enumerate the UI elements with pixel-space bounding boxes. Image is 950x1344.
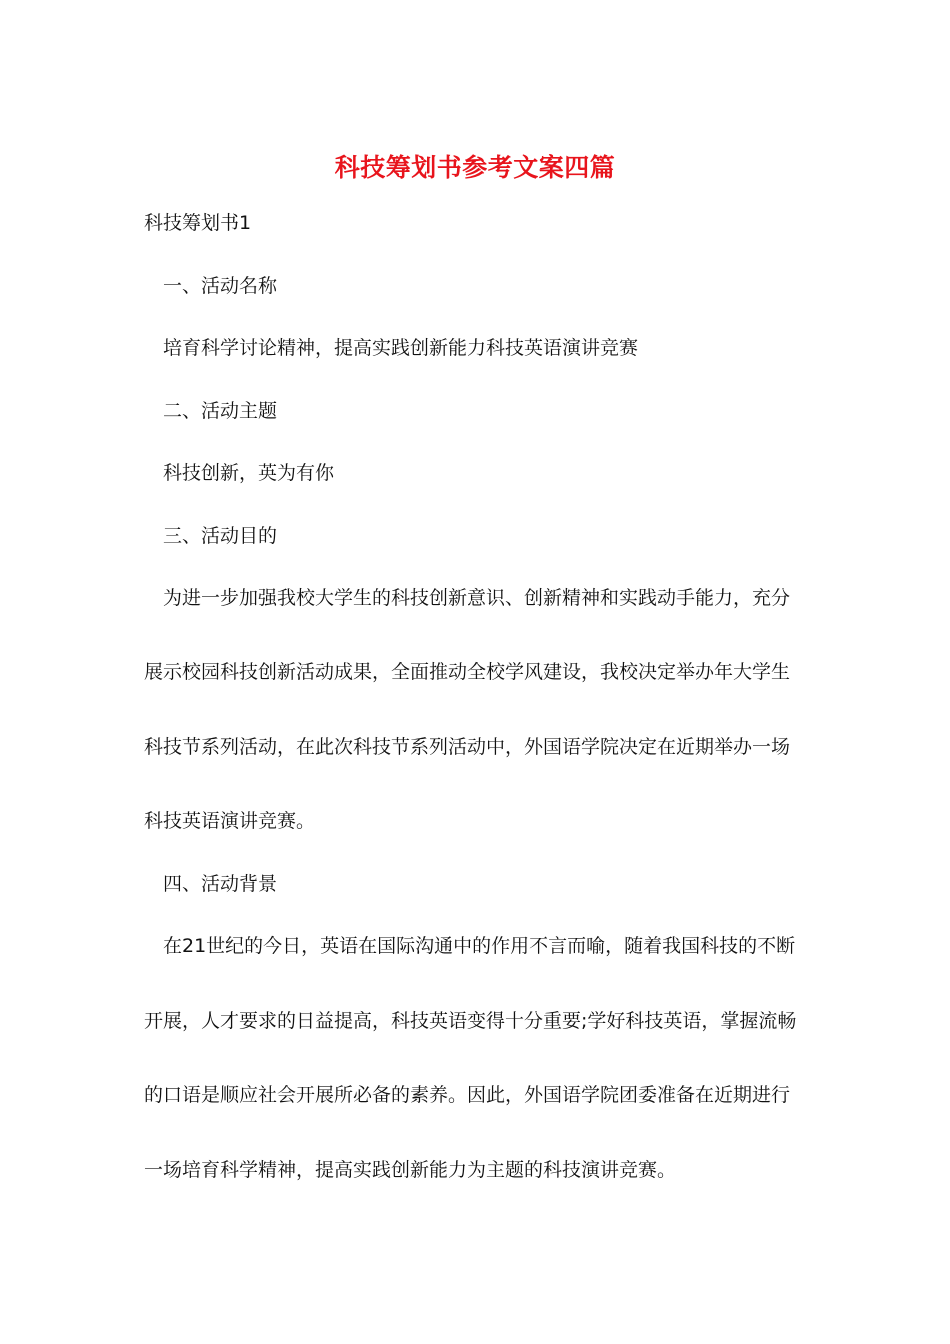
paragraph-background-line-4: 一场培育科学精神，提高实践创新能力为主题的科技演讲竞赛。: [144, 1159, 677, 1181]
paragraph-background-line-1: 在21世纪的今日，英语在国际沟通中的作用不言而喻，随着我国科技的不断: [163, 935, 796, 957]
heading-activity-purpose: 三、活动目的: [163, 525, 278, 547]
paragraph-background-line-2: 开展，人才要求的日益提高，科技英语变得十分重要;学好科技英语，掌握流畅: [144, 1010, 797, 1032]
paragraph-activity-theme: 科技创新，英为有你: [163, 462, 335, 484]
paragraph-background-line-3: 的口语是顺应社会开展所必备的素养。因此，外国语学院团委准备在近期进行: [144, 1084, 791, 1106]
paragraph-purpose-line-4: 科技英语演讲竞赛。: [144, 810, 316, 832]
paragraph-purpose-line-3: 科技节系列活动，在此次科技节系列活动中，外国语学院决定在近期举办一场: [144, 736, 791, 758]
paragraph-activity-name: 培育科学讨论精神，提高实践创新能力科技英语演讲竞赛: [163, 337, 639, 359]
heading-activity-theme: 二、活动主题: [163, 400, 278, 422]
heading-activity-name: 一、活动名称: [163, 275, 278, 297]
paragraph-purpose-line-1: 为进一步加强我校大学生的科技创新意识、创新精神和实践动手能力，充分: [163, 587, 791, 609]
paragraph-purpose-line-2: 展示校园科技创新活动成果，全面推动全校学风建设，我校决定举办年大学生: [144, 661, 791, 683]
heading-activity-background: 四、活动背景: [163, 873, 278, 895]
document-title: 科技筹划书参考文案四篇: [334, 153, 616, 182]
section-heading-plan-1: 科技筹划书1: [144, 212, 252, 234]
